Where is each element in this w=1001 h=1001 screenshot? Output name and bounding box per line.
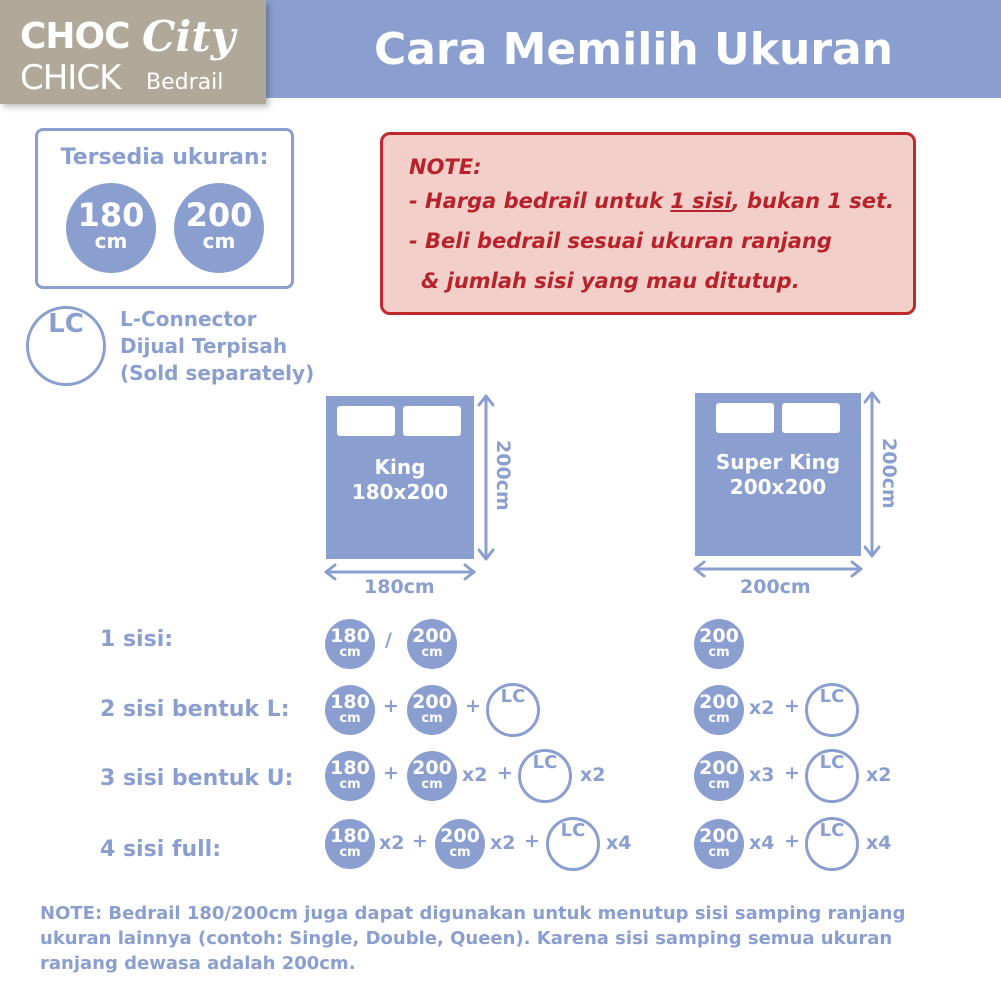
available-sizes-title: Tersedia ukuran: (60, 145, 269, 170)
multiplier: x4 (749, 832, 775, 854)
size-200-icon (435, 819, 485, 869)
plus-symbol: + (383, 762, 399, 784)
size-200-icon (694, 819, 744, 869)
size-180-icon (325, 619, 375, 669)
lc-line3: (Sold separately) (120, 361, 315, 385)
multiplier: x2 (580, 764, 606, 786)
size-200-icon (694, 619, 744, 669)
pillow (782, 403, 840, 433)
size-value: 200 (185, 196, 253, 234)
king-width-label: 180cm (364, 576, 435, 598)
size-unit: cm (708, 645, 730, 660)
size-value: 180 (77, 196, 145, 234)
note-line-1-post: , bukan 1 set. (731, 189, 895, 213)
size-200-icon (407, 685, 457, 735)
lc-icon: LC (805, 683, 859, 737)
size-value: 200 (412, 691, 452, 713)
size-200-icon (407, 619, 457, 669)
size-value: 200 (699, 757, 739, 779)
size-unit: cm (421, 777, 443, 792)
king-bed-name: King (374, 455, 426, 479)
superking-bed-size: 200x200 (729, 475, 827, 499)
size-value: 200 (412, 757, 452, 779)
size-200-icon (407, 751, 457, 801)
plus-symbol: + (784, 695, 800, 717)
lc-icon: LC (805, 749, 859, 803)
king-length-label: 200cm (492, 440, 514, 511)
lc-icon: LC (546, 817, 600, 871)
row-label-1-side: 1 sisi: (100, 627, 174, 652)
note-line-2: - Beli bedrail sesuai ukuran ranjang (409, 229, 832, 253)
slash-symbol: / (385, 629, 392, 651)
size-unit: cm (339, 711, 361, 726)
page-title: Cara Memilih Ukuran (373, 24, 894, 75)
size-180-icon (325, 685, 375, 735)
lc-icon: LC (486, 683, 540, 737)
size-unit: cm (339, 777, 361, 792)
size-unit: cm (449, 845, 471, 860)
logo-city: City (142, 12, 236, 61)
size-200-icon (694, 685, 744, 735)
plus-symbol: + (465, 695, 481, 717)
row-label-4-sides: 4 sisi full: (100, 837, 222, 862)
multiplier: x2 (490, 832, 516, 854)
row-label-2-sides: 2 sisi bentuk L: (100, 697, 290, 722)
size-unit: cm (708, 711, 730, 726)
size-value: 180 (330, 625, 370, 647)
size-unit: cm (202, 229, 236, 253)
size-value: 200 (699, 625, 739, 647)
lc-icon: LC (518, 749, 572, 803)
multiplier: x4 (606, 832, 632, 854)
size-unit: cm (421, 645, 443, 660)
lc-line2: Dijual Terpisah (120, 334, 288, 358)
plus-symbol: + (784, 762, 800, 784)
note-line-1-underlined: 1 sisi (670, 189, 732, 213)
multiplier: x3 (749, 764, 775, 786)
size-value: 180 (330, 691, 370, 713)
king-bed-size: 180x200 (351, 480, 449, 504)
plus-symbol: + (412, 830, 428, 852)
note-heading: NOTE: (409, 155, 482, 179)
note-line-1-pre: - Harga bedrail untuk (409, 189, 671, 213)
multiplier: x2 (866, 764, 892, 786)
plus-symbol: + (784, 830, 800, 852)
logo-choc: CHOC (20, 16, 130, 57)
footnote: NOTE: Bedrail 180/200cm juga dapat digunakan untuk menutup sisi samping ranjang ukuran lainnya (contoh: Single, Double, Queen). Karena sisi samping semua ukuran ranjang dewasa adalah 200cm. (40, 903, 906, 974)
size-value: 200 (412, 625, 452, 647)
note-line-3: & jumlah sisi yang mau ditutup. (421, 269, 800, 293)
size-unit: cm (94, 229, 128, 253)
multiplier: x2 (462, 764, 488, 786)
size-unit: cm (339, 645, 361, 660)
size-value: 180 (330, 757, 370, 779)
size-200-icon (694, 751, 744, 801)
size-180-icon (325, 819, 375, 869)
superking-width-label: 200cm (740, 576, 811, 598)
plus-symbol: + (524, 830, 540, 852)
size-unit: cm (708, 845, 730, 860)
logo-bedrail: Bedrail (146, 70, 224, 95)
row-label-3-sides: 3 sisi bentuk U: (100, 766, 294, 791)
pillow (716, 403, 774, 433)
size-value: 200 (699, 825, 739, 847)
size-unit: cm (339, 845, 361, 860)
multiplier: x2 (749, 697, 775, 719)
superking-bed-diagram (695, 393, 861, 556)
multiplier: x2 (379, 832, 405, 854)
size-value: 200 (440, 825, 480, 847)
superking-bed-name: Super King (715, 450, 841, 474)
logo-chick: CHICK (20, 58, 121, 98)
size-180-icon (325, 751, 375, 801)
size-value: 200 (699, 691, 739, 713)
plus-symbol: + (383, 695, 399, 717)
lc-badge: LC (26, 306, 106, 386)
size-unit: cm (708, 777, 730, 792)
lc-line1: L-Connector (120, 307, 257, 331)
size-unit: cm (421, 711, 443, 726)
size-value: 180 (330, 825, 370, 847)
plus-symbol: + (497, 762, 513, 784)
multiplier: x4 (866, 832, 892, 854)
superking-length-label: 200cm (878, 438, 900, 509)
lc-icon: LC (805, 817, 859, 871)
